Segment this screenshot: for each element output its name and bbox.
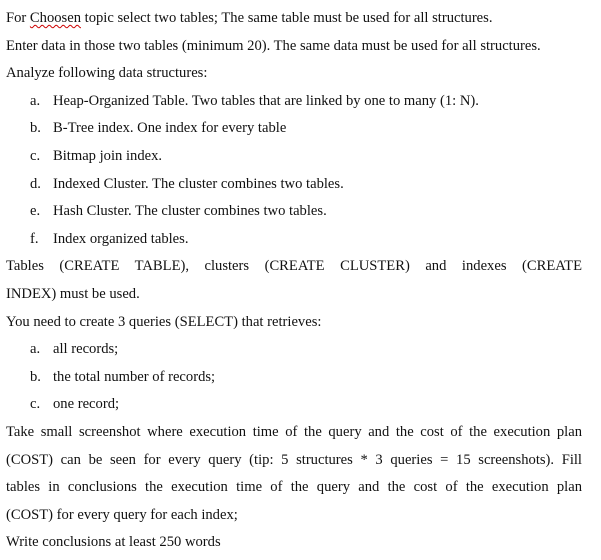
tables-note-line-1: Tables (CREATE TABLE), clusters (CREATE CLUSTER) and indexes (CREATE [6, 258, 582, 275]
list-text: B-Tree index. One index for every table [53, 120, 287, 137]
list-text: Index organized tables. [53, 230, 189, 247]
intro-line-1 [6, 8, 582, 36]
screenshot-note-line-3: tables in conclusions the execution time of the query and the cost of the execution plan [6, 479, 582, 496]
list-marker: b. [30, 120, 41, 137]
list-text: the total number of records; [53, 368, 216, 385]
list-marker: c. [30, 396, 41, 413]
list-text: Indexed Cluster. The cluster combines two tables. [53, 175, 344, 192]
list-marker: a. [30, 92, 41, 109]
structure-item [6, 146, 582, 174]
query-item [6, 394, 582, 422]
text: For [6, 10, 30, 26]
list-marker: d. [30, 175, 41, 192]
tables-note-line-2: INDEX) must be used. [6, 285, 140, 302]
query-item [6, 367, 582, 395]
screenshot-note-line-1: Take small screenshot where execution time of the query and the cost of the execution plan [6, 423, 582, 440]
list-marker: f. [30, 230, 39, 247]
structure-item [6, 229, 582, 257]
intro-line-3: Analyze following data structures: [6, 65, 208, 82]
list-text: Heap-Organized Table. Two tables that are linked by one to many (1: N). [53, 92, 479, 109]
list-marker: b. [30, 368, 41, 385]
list-text: Hash Cluster. The cluster combines two tables. [53, 203, 327, 220]
query-item [6, 339, 582, 367]
screenshot-note-line-2: (COST) can be seen for every query (tip: 5 structures * 3 queries = 15 screenshots). Fill [6, 451, 582, 468]
list-text: all records; [53, 341, 119, 358]
queries-intro: You need to create 3 queries (SELECT) that retrieves: [6, 313, 322, 330]
screenshot-note-line-4: (COST) for every query for each index; [6, 506, 238, 523]
list-text: one record; [53, 396, 120, 413]
document-body [6, 8, 582, 560]
misspelled-word[interactable]: Choosen [29, 10, 81, 26]
structure-item [6, 201, 582, 229]
structure-item [6, 118, 582, 146]
list-marker: a. [30, 341, 41, 358]
list-text: Bitmap join index. [53, 147, 163, 164]
structure-item [6, 174, 582, 202]
last-line-cut-off: Write conclusions at least 250 words [6, 534, 221, 551]
text: topic select two tables; The same table must be used for all structures. [81, 10, 493, 26]
intro-line-2: Enter data in those two tables (minimum 20). The same data must be used for all structures. [6, 37, 541, 54]
structure-item [6, 91, 582, 119]
list-marker: e. [30, 203, 41, 220]
list-marker: c. [30, 147, 41, 164]
